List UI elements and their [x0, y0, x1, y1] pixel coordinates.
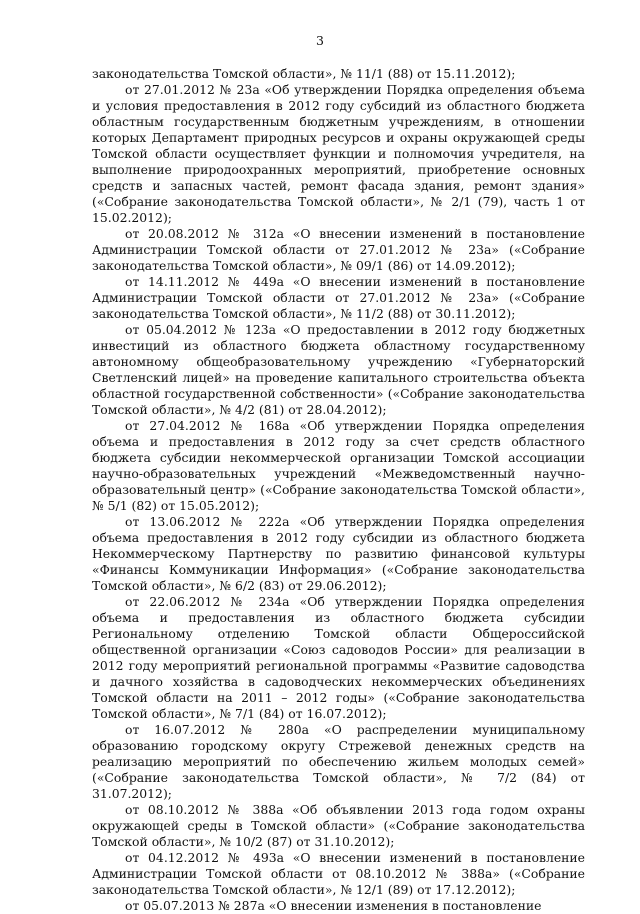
paragraph-decree-234a: от 22.06.2012 № 234а «Об утверждении Порядка определения объема и предоставления из областного бюджета субсидии Региональному отделению Томской области Общероссийской общественной организации «Союз садоводов России» для реализации в 2012 году мероприятий региональной программы «Развитие садоводства и дачного хозяйства в садоводческих некоммерческих объединениях Томской области на 2011 – 2012 годы» («Собрание законодательства Томской области», № 7/1 (84) от 16.07.2012); — [92, 594, 585, 721]
paragraph-decree-312a: от 20.08.2012 № 312а «О внесении изменений в постановление Администрации Томской области от 27.01.2012 № 23а» («Собрание законодательства Томской области», № 09/1 (86) от 14.09.2012); — [92, 226, 585, 273]
paragraph-decree-168a: от 27.04.2012 № 168а «Об утверждении Порядка определения объема и предоставления в 2012 году за счет средств областного бюджета субсидии некоммерческой организации Томской ассоциации научно-образовательных учреждений «Межведомственный научно-образовательный центр» («Собрание законодательства Томской области», № 5/1 (82) от 15.05.2012); — [92, 418, 585, 513]
paragraph-decree-23a: от 27.01.2012 № 23а «Об утверждении Порядка определения объема и условия предоставления в 2012 году субсидий из областного бюджета областным государственным бюджетным учреждениям, в отношении которых Департамент природных ресурсов и охраны окружающей среды Томской области осуществляет функции и полномочия учредителя, на выполнение природоохранных мероприятий, приобретение основных средств и запасных частей, ремонт фасада здания, ремонт здания» («Собрание законодательства Томской области», № 2/1 (79), часть 1 от 15.02.2012); — [92, 82, 585, 225]
paragraph-decree-287a: от 05.07.2013 № 287а «О внесении изменения в постановление — [125, 898, 542, 913]
paragraph-decree-123a: от 05.04.2012 № 123а «О предоставлении в 2012 году бюджетных инвестиций из областного бюджета областному государственному автономному общеобразовательному учреждению «Губернаторский Светленский лицей» на проведение капитального строительства объекта областной государственной собственности» («Собрание законодательства Томской области», № 4/2 (81) от 28.04.2012); — [92, 322, 585, 417]
paragraph-decree-388a: от 08.10.2012 № 388а «Об объявлении 2013 года годом охраны окружающей среды в Томской области» («Собрание законодательства Томской области», № 10/2 (87) от 31.10.2012); — [92, 802, 585, 849]
paragraph-decree-493a: от 04.12.2012 № 493а «О внесении изменений в постановление Администрации Томской области от 08.10.2012 № 388а» («Собрание законодательства Томской области», № 12/1 (89) от 17.12.2012); — [92, 850, 585, 897]
document-body — [92, 66, 585, 914]
paragraph-decree-280a: от 16.07.2012 № 280а «О распределении муниципальному образованию городскому округу Стрежевой денежных средств на реализацию мероприятий по обеспечению жильем молодых семей» («Собрание законодательства Томской области», № 7/2 (84) от 31.07.2012); — [92, 722, 585, 801]
paragraph-decree-222a: от 13.06.2012 № 222а «Об утверждении Порядка определения объема предоставления в 2012 году субсидии из областного бюджета Некоммерческому Партнерству по развитию финансовой культуры «Финансы Коммуникации Информация» («Собрание законодательства Томской области», № 6/2 (83) от 29.06.2012); — [92, 514, 585, 593]
page-number: 3 — [316, 33, 324, 48]
paragraph-continuation: законодательства Томской области», № 11/1 (88) от 15.11.2012); — [92, 66, 516, 81]
paragraph-decree-449a: от 14.11.2012 № 449а «О внесении изменений в постановление Администрации Томской области от 27.01.2012 № 23а» («Собрание законодательства Томской области», № 11/2 (88) от 30.11.2012); — [92, 274, 585, 321]
